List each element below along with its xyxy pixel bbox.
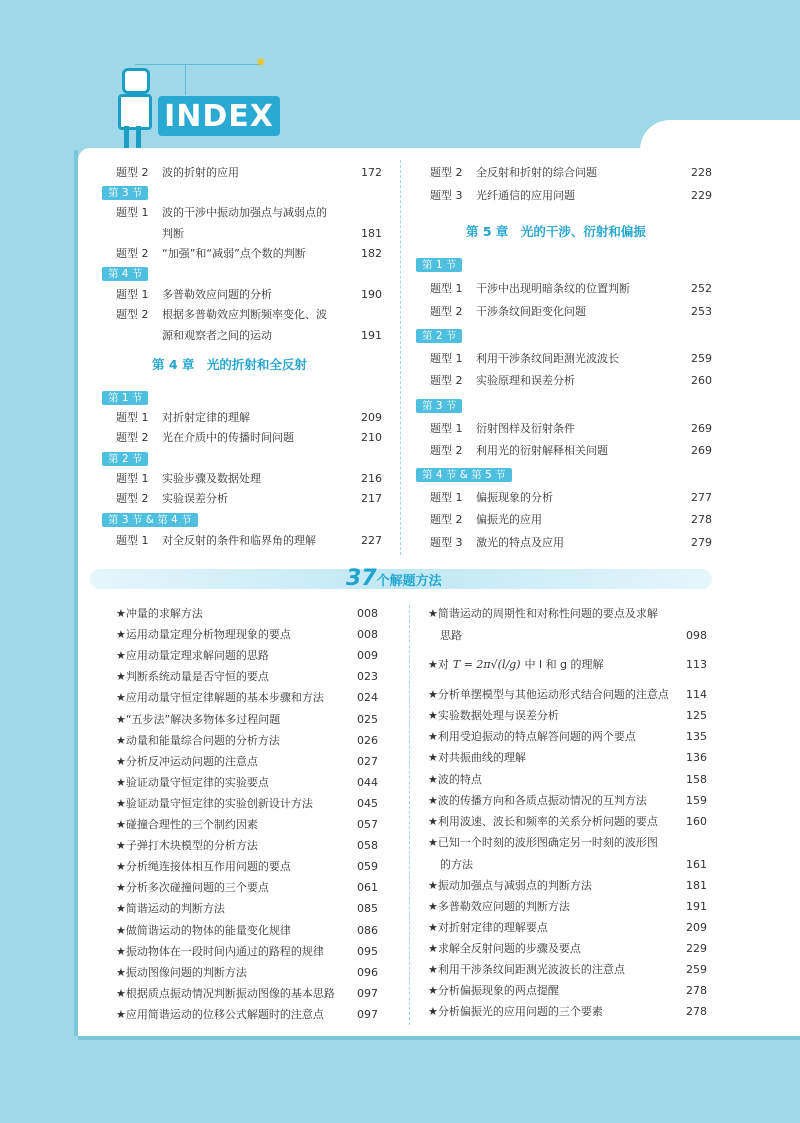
- method-text: ★对: [428, 658, 449, 671]
- method-row: [116, 984, 335, 1004]
- toc-page: 181: [361, 227, 382, 240]
- toc-text: 利用光的衍射解释相关问题: [476, 444, 608, 457]
- toc-text: 激光的特点及应用: [476, 536, 564, 549]
- method-page: 086: [357, 923, 378, 937]
- method-row: [440, 626, 462, 646]
- method-row: [428, 897, 570, 917]
- method-text: ★应用动量守恒定律解题的基本步骤和方法: [116, 691, 324, 705]
- method-row: [428, 918, 548, 938]
- toc-page: 228: [691, 166, 712, 179]
- method-page: 135: [686, 730, 707, 743]
- toc-row: [430, 302, 712, 322]
- toc-row: [430, 279, 712, 299]
- method-page: 158: [686, 773, 707, 786]
- toc-type: 题型 2: [116, 166, 149, 179]
- toc-page: 269: [691, 422, 712, 435]
- toc-text: 波的折射的应用: [162, 166, 239, 179]
- method-row: [116, 836, 258, 856]
- toc-page: 210: [361, 431, 382, 444]
- method-text: ★子弹打木块模型的分析方法: [116, 839, 258, 853]
- toc-text: 对折射定律的理解: [162, 411, 250, 424]
- method-text: 思路: [440, 629, 462, 642]
- method-page: 209: [686, 921, 707, 934]
- toc-page: 278: [691, 513, 712, 526]
- column-divider: [409, 605, 410, 1025]
- method-text: ★分析多次碰撞问题的三个要点: [116, 881, 269, 895]
- method-row: [428, 727, 636, 747]
- method-page: 059: [357, 860, 378, 874]
- section-badge: 第 2 节: [416, 329, 462, 343]
- toc-type: 题型 2: [116, 247, 149, 260]
- toc-row: [430, 441, 712, 461]
- toc-page: 209: [361, 411, 382, 424]
- method-text: ★应用动量定理求解问题的思路: [116, 649, 269, 663]
- method-text: ★简谐运动的判断方法: [116, 902, 225, 916]
- method-text: ★“五步法”解决多物体多过程问题: [116, 712, 281, 726]
- panel-edge: [74, 150, 78, 1036]
- method-text: ★碰撞合理性的三个制约因素: [116, 818, 258, 831]
- method-text: ★多普勒效应问题的判断方法: [428, 900, 570, 913]
- toc-page: 216: [361, 472, 382, 485]
- toc-page: 279: [691, 536, 712, 549]
- method-page: 026: [357, 733, 378, 747]
- toc-text: 实验步骤及数据处理: [162, 472, 261, 485]
- method-row: [428, 939, 581, 959]
- toc-page: 259: [691, 352, 712, 365]
- toc-text: 利用干涉条纹间距测光波波长: [476, 352, 619, 365]
- method-page: 181: [686, 879, 707, 892]
- method-text: ★分析偏振光的应用问题的三个要素: [428, 1005, 603, 1018]
- method-text: 的方法: [440, 858, 473, 871]
- toc-row: [430, 510, 712, 530]
- toc-text: 实验误差分析: [162, 492, 228, 505]
- toc-type: 题型 1: [116, 411, 149, 424]
- method-row: [116, 815, 258, 835]
- method-text: ★对共振曲线的理解: [428, 751, 526, 764]
- toc-text: 判断: [162, 227, 184, 240]
- method-page: 125: [686, 709, 707, 722]
- method-page: 025: [357, 712, 378, 726]
- method-row: [428, 604, 658, 624]
- method-text: ★实验数据处理与误差分析: [428, 709, 559, 722]
- toc-page: 217: [361, 492, 382, 505]
- toc-row: [116, 428, 382, 448]
- toc-text: “加强”和“减弱”点个数的判断: [162, 247, 306, 260]
- toc-page: 252: [691, 282, 712, 295]
- method-row: [116, 688, 324, 708]
- chapter-heading: 第 5 章 光的干涉、衍射和偏振: [466, 224, 646, 239]
- method-row: [116, 667, 269, 687]
- method-page: 229: [686, 942, 707, 955]
- method-page: 159: [686, 794, 707, 807]
- method-row: [116, 646, 269, 666]
- method-text: ★判断系统动量是否守恒的要点: [116, 670, 269, 684]
- method-text: ★动量和能量综合问题的分析方法: [116, 733, 280, 747]
- toc-type: 题型 1: [116, 472, 149, 485]
- method-row: [440, 855, 473, 875]
- toc-type: 题型 2: [430, 513, 463, 526]
- toc-text: 衍射图样及衍射条件: [476, 422, 575, 435]
- method-row: [428, 1002, 603, 1022]
- toc-page: 182: [361, 247, 382, 260]
- method-row: [116, 773, 269, 793]
- page-title: INDEX: [158, 96, 280, 136]
- toc-row: [116, 408, 382, 428]
- method-text: ★对折射定律的理解要点: [428, 921, 548, 934]
- method-text: ★利用受迫振动的特点解答问题的两个要点: [428, 730, 636, 743]
- toc-page: 260: [691, 374, 712, 387]
- toc-row: [116, 224, 382, 244]
- toc-type: 题型 2: [430, 166, 463, 179]
- method-page: 057: [357, 818, 378, 831]
- section-badge: 第 3 节 & 第 4 节: [102, 513, 198, 527]
- chapter-heading: 第 4 章 光的折射和全反射: [152, 357, 307, 372]
- method-row: [428, 770, 482, 790]
- toc-type: 题型 1: [116, 206, 149, 219]
- section-badge: 第 1 节: [102, 391, 148, 405]
- toc-type: 题型 1: [430, 282, 463, 295]
- method-row: [428, 876, 592, 896]
- toc-row: [116, 244, 382, 264]
- toc-row: [116, 203, 382, 223]
- method-row: [428, 685, 669, 705]
- method-page: 278: [686, 1005, 707, 1018]
- column-divider: [400, 160, 401, 555]
- toc-text: 波的干涉中振动加强点与减弱点的: [162, 206, 327, 219]
- toc-type: 题型 2: [430, 444, 463, 457]
- toc-row: [116, 285, 382, 305]
- toc-text: 光在介质中的传播时间问题: [162, 431, 294, 444]
- toc-text: 干涉中出现明暗条纹的位置判断: [476, 282, 630, 295]
- method-page: 023: [357, 670, 378, 684]
- section-badge: 第 2 节: [102, 452, 148, 466]
- method-text: ★振动加强点与减弱点的判断方法: [428, 879, 592, 892]
- method-text: 中 l 和 g 的理解: [524, 658, 604, 671]
- toc-type: 题型 2: [430, 305, 463, 318]
- toc-type: 题型 2: [116, 431, 149, 444]
- decor-wire: [185, 64, 260, 65]
- method-row: [116, 604, 203, 624]
- method-page: 278: [686, 984, 707, 997]
- toc-type: 题型 1: [430, 491, 463, 504]
- method-page: 009: [357, 649, 378, 663]
- method-page: 161: [686, 858, 707, 871]
- toc-text: 实验原理和误差分析: [476, 374, 575, 387]
- toc-row: [430, 163, 712, 183]
- method-page: 097: [357, 1007, 378, 1021]
- toc-page: 172: [361, 166, 382, 179]
- method-text: ★振动物体在一段时间内通过的路程的规律: [116, 944, 324, 958]
- method-row: [116, 963, 247, 983]
- methods-heading-text: 个解题方法: [376, 574, 442, 589]
- method-text: ★波的特点: [428, 773, 482, 786]
- section-badge: 第 4 节 & 第 5 节: [416, 468, 512, 482]
- method-text: ★应用简谐运动的位移公式解题时的注意点: [116, 1007, 324, 1021]
- method-row: [116, 710, 280, 730]
- toc-type: 题型 2: [430, 374, 463, 387]
- toc-text: 偏振现象的分析: [476, 491, 553, 504]
- toc-text: 对全反射的条件和临界角的理解: [162, 534, 316, 547]
- toc-row: [116, 489, 382, 509]
- toc-type: 题型 1: [116, 288, 149, 301]
- toc-type: 题型 2: [116, 308, 149, 321]
- method-text: ★分析单摆模型与其他运动形式结合问题的注意点: [428, 688, 669, 701]
- method-page: 008: [357, 628, 378, 642]
- method-page: 058: [357, 839, 378, 853]
- method-text: ★利用波速、波长和频率的关系分析问题的要点: [428, 815, 658, 828]
- method-text: ★已知一个时刻的波形图确定另一时刻的波形图: [428, 836, 658, 849]
- method-row: [428, 960, 625, 980]
- toc-type: 题型 1: [116, 534, 149, 547]
- method-row: [116, 752, 258, 772]
- method-page: 160: [686, 815, 707, 828]
- method-page: 113: [686, 658, 707, 671]
- method-row: [116, 625, 291, 645]
- method-text: ★波的传播方向和各质点振动情况的互判方法: [428, 794, 647, 807]
- method-text: ★运用动量定理分析物理现象的要点: [116, 628, 291, 642]
- method-page: 024: [357, 691, 378, 705]
- method-text: ★分析绳连接体相互作用问题的要点: [116, 860, 291, 874]
- toc-row: [430, 488, 712, 508]
- toc-text: 多普勒效应问题的分析: [162, 288, 272, 301]
- toc-page: 191: [361, 329, 382, 342]
- method-row: [116, 921, 291, 941]
- method-row: [116, 942, 324, 962]
- method-row: [428, 706, 559, 726]
- toc-row: [430, 371, 712, 391]
- method-text: ★分析偏振现象的两点提醒: [428, 984, 559, 997]
- method-row: [428, 833, 658, 853]
- toc-type: 题型 1: [430, 422, 463, 435]
- method-page: 136: [686, 751, 707, 764]
- method-text: ★简谐运动的周期性和对称性问题的要点及求解: [428, 607, 658, 620]
- toc-row: [116, 326, 382, 346]
- toc-row: [116, 469, 382, 489]
- method-row: [428, 655, 604, 675]
- method-row: [116, 731, 280, 751]
- method-row: [428, 981, 559, 1001]
- section-badge: 第 3 节: [102, 186, 148, 200]
- method-page: 259: [686, 963, 707, 976]
- method-text: ★验证动量守恒定律的实验创新设计方法: [116, 796, 313, 810]
- toc-row: [430, 186, 712, 206]
- method-text: ★振动图像问题的判断方法: [116, 965, 247, 979]
- method-page: 096: [357, 965, 378, 979]
- method-text: ★利用干涉条纹间距测光波波长的注意点: [428, 963, 625, 976]
- method-page: 191: [686, 900, 707, 913]
- method-page: 027: [357, 754, 378, 768]
- lightbulb-icon: ✷: [255, 55, 267, 71]
- method-page: 097: [357, 986, 378, 1000]
- panel-edge: [78, 1036, 800, 1040]
- toc-text: 源和观察者之间的运动: [162, 329, 272, 342]
- toc-page: 277: [691, 491, 712, 504]
- method-page: 095: [357, 944, 378, 958]
- method-row: [428, 812, 658, 832]
- section-badge: 第 4 节: [102, 267, 148, 281]
- methods-heading: [346, 566, 442, 591]
- toc-page: 253: [691, 305, 712, 318]
- method-row: [428, 748, 526, 768]
- toc-text: 偏振光的应用: [476, 513, 542, 526]
- toc-text: 根据多普勒效应判断频率变化、波: [162, 308, 327, 321]
- robot-icon: [112, 62, 156, 152]
- toc-page: 229: [691, 189, 712, 202]
- method-text: ★分析反冲运动问题的注意点: [116, 754, 258, 768]
- toc-row: [116, 305, 382, 325]
- toc-text: 干涉条纹间距变化问题: [476, 305, 586, 318]
- method-page: 045: [357, 796, 378, 810]
- method-page: 114: [686, 688, 707, 701]
- toc-page: 190: [361, 288, 382, 301]
- method-formula: T = 2π√(l/g): [452, 658, 521, 671]
- section-badge: 第 1 节: [416, 258, 462, 272]
- method-row: [116, 1005, 324, 1025]
- toc-page: 269: [691, 444, 712, 457]
- method-text: ★冲量的求解方法: [116, 607, 203, 620]
- toc-row: [430, 533, 712, 553]
- section-badge: 第 3 节: [416, 399, 462, 413]
- method-text: ★求解全反射问题的步骤及要点: [428, 942, 581, 955]
- method-page: 061: [357, 881, 378, 895]
- toc-type: 题型 2: [116, 492, 149, 505]
- method-row: [116, 899, 225, 919]
- methods-count: 37: [346, 566, 377, 591]
- toc-text: 全反射和折射的综合问题: [476, 166, 597, 179]
- method-text: ★做简谐运动的物体的能量变化规律: [116, 923, 291, 937]
- method-page: 008: [357, 607, 378, 620]
- toc-text: 光纤通信的应用问题: [476, 189, 575, 202]
- toc-page: 227: [361, 534, 382, 547]
- toc-row: [430, 349, 712, 369]
- method-text: ★根据质点振动情况判断振动图像的基本思路: [116, 986, 335, 1000]
- method-text: ★验证动量守恒定律的实验要点: [116, 775, 269, 789]
- method-page: 044: [357, 775, 378, 789]
- toc-type: 题型 3: [430, 189, 463, 202]
- toc-row: [430, 419, 712, 439]
- method-row: [116, 794, 313, 814]
- toc-type: 题型 3: [430, 536, 463, 549]
- method-row: [116, 878, 269, 898]
- method-row: [428, 791, 647, 811]
- method-page: 098: [686, 629, 707, 642]
- method-row: [116, 857, 291, 877]
- toc-row: [116, 163, 382, 183]
- toc-type: 题型 1: [430, 352, 463, 365]
- toc-row: [116, 531, 382, 551]
- method-page: 085: [357, 902, 378, 916]
